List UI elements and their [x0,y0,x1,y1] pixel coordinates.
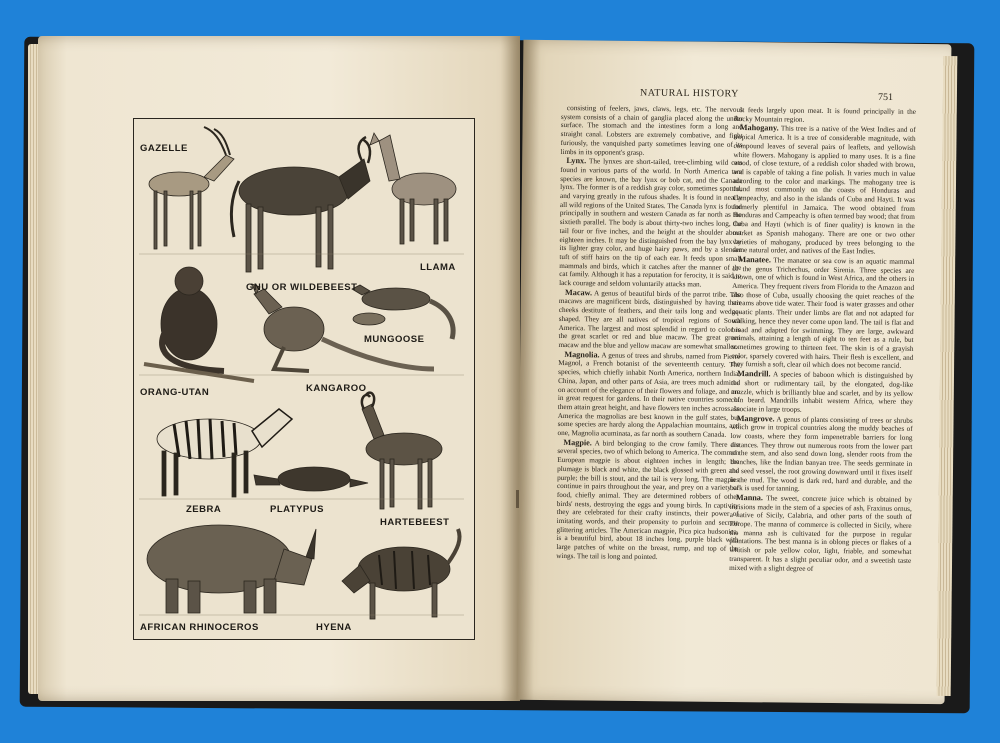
label-platypus: PLATYPUS [270,504,324,515]
label-llama: LLAMA [420,262,456,273]
rhinoceros-drawing [147,525,316,613]
llama-drawing [370,133,456,244]
entry-paragraph: Mahogany. This tree is a native of the West Indies and of tropical America. It is a tree of considerable magnitude, with compound leaves of several pairs of leaflets, and yellowish white flowers. Mahogany is applied to many uses. It is a fine wood, of close texture, of a reddish color shaded with brown, and is capable of taking a fine polish. It varies much in value according to the color and markings. The mahogany tree is found most commonly on the coasts of Honduras and Campeachy, and also in the islands of Cuba and Hayti. It was formerly plentiful in Jamaica. The wood obtained from Honduras and Campeachy is often termed bay wood; that from Cuba and Hayti (which is of finer quality) is known in the market as Spanish mahogany. There are one or two other varieties of mahogany, produced by trees belonging to the same natural order, and natives of the East Indies. [732,123,916,256]
entry-paragraph: Manna. The sweet, concrete juice which is obtained by incisions made in the stem of a species of ash, Fraxinus ornus, a native of Sicily, Calabria, and other parts of the south of Europe. The manna of commerce is collected in Sicily, where the manna ash is cultivated for the purpose in regular plantations. The best manna is in oblong pieces or flakes of a whitish or pale yellow color, light, friable, and somewhat transparent. It has a slight peculiar odor, and a sweetish taste mixed with a slight degree of [729,492,912,573]
label-orangutan: ORANG-UTAN [140,387,210,398]
text-column-right [729,106,916,575]
hyena-drawing [342,529,460,619]
animal-illustration-plate [133,118,475,640]
entry-paragraph: Mandrill. A species of baboon which is distinguished by the short or rudimentary tail, by the elongated, dog-like muzzle, which is brilliantly blue and scarlet, and by its yellow chin beard. Mandrills inhabit western Africa, where they associate in large troops. [730,369,914,414]
page-number: 751 [877,91,894,104]
label-hyena: HYENA [316,622,352,633]
platypus-drawing [254,467,368,491]
entry-paragraph: Magnolia. A genus of trees and shrubs, named from Pierre Magnol, a French botanist of the seventeenth century. The species, which chiefly inhabit North America, northern India, China, Japan, and other parts of Asia, are trees much admired on account of the elegance of their flowers and foliage, and are in great request for gardens. In their native countries some of them attain great height, and have flowers ten inches across. In America the magnolias are best known in the gulf states, but some species are hardy along the Appalachian mountains, and one, Magnolia acuminata, as far north as southern Canada. [557,349,741,439]
gnu-drawing [231,137,370,272]
label-kangaroo: KANGAROO [306,383,367,394]
entry-paragraph: Magpie. A bird belonging to the crow family. There are several species, two of which belong to America. The common European magpie is about eighteen inches in length; the plumage is black and white, the black glossed with green and purple; the bill is stout, and the tail is very long. The magpies continue in pairs throughout the year, and prey on a variety of food, chiefly animal. They are determined robbers of other birds' nests, destroying the eggs and young birds. In captivity they are celebrated for their crafty instincts, their power of imitating words, and their propensity to purloin and secrete glittering articles. The American magpie, Pica pica hudsonica, is a beautiful bird, about 18 inches long, purple black with large patches of white on the breast, rump, and top of the wings. The tail is long and pointed. [556,437,740,561]
label-rhinoceros: AFRICAN RHINOCEROS [140,622,259,633]
text-column-left [556,104,743,563]
entry-paragraph: consisting of feelers, jaws, claws, legs, etc. The nervous system consists of a chain of ganglia placed along the under surface. The stomach and the intestines form a long and straight canal. Lobsters are extremely combative, and fight furiously, the vanquished party sometimes leaving one of its limbs in its opponent's grasp. [560,104,743,157]
entry-paragraph: Lynx. The lynxes are short-tailed, tree-climbing wild cats found in various parts of the world. In North America two species are known, the bay lynx or bob cat, and the Canada lynx. The former is of a reddish gray color, sometimes spotted, and varying greatly in the rufous shades. It is found in nearly all wild regions of the United States. The Canada lynx is found principally in southern and western Canada as far north as the sixtieth parallel. The body is about thirty-two inches long, the tail four or five inches, and the height at the shoulder about eighteen inches. It may be distinguished from the bay lynx by its lighter gray color, and huge hairy paws, and by a slender tuft of stiff hairs on the tip of each ear. It feeds upon small mammals and birds, which it catches after the manner of the cat family. Although it has a reputation for ferocity, it is said to lack courage and seldom voluntarily attacks man. [559,156,743,289]
running-head: NATURAL HISTORY [639,87,739,100]
label-mungoose: MUNGOOSE [364,334,425,345]
animal-drawings [134,119,474,639]
hartebeest-drawing [362,393,442,509]
entry-paragraph: It feeds largely upon meat. It is found principally in the Rocky Mountain region. [733,106,916,124]
label-gnu: GNU OR WILDEBEEST [246,282,358,293]
entry-paragraph: Mangrove. A genus of plants consisting of trees or shrubs which grow in tropical countries along the muddy beaches of low coasts, where they form impenetrable barriers for long distances. They throw out numerous roots from the lower part of the stem, and also send down long, slender roots from the branches, like the Indian banyan tree. The seeds germinate in the seed vessel, the root growing downward until it fixes itself in the mud. The wood is dark red, hard and durable, and the bark is used for tanning. [729,413,913,493]
entry-paragraph: Macaw. A genus of beautiful birds of the parrot tribe. The macaws are magnificent birds, distinguished by having their cheeks destitute of feathers, and their tails long and wedge-shaped. They are all natives of tropical regions of South America. The largest and most splendid in regard to color is the great scarlet or red and blue macaw. The great green macaw and the blue and yellow macaw are somewhat smaller. [558,287,742,351]
gutter-mark [516,490,519,508]
label-zebra: ZEBRA [186,504,222,515]
orangutan-drawing [144,267,254,381]
label-gazelle: GAZELLE [140,143,188,154]
entry-paragraph: Manatee. The manatee or sea cow is an aquatic mammal of the genus Trichechus, order Sirenia. Three species are known, one of which is found in West Africa, and the others in America. They frequent rivers from Florida to the Amazon and also those of Cuba, usually choosing the quiet reaches of the streams above tide water. Their food is water grasses and other aquatic plants. Their under limbs are flat and not adapted for walking, hence they never come upon land. The tail is flat and broad and adapted for swimming. They are large, awkward animals, attaining a length of eight to ten feet as a rule, but sometimes growing to thirteen feet. The skin is of a grayish color, sparsely covered with hairs. Their flesh is excellent, and they furnish a soft, clear oil which does not become rancid. [731,255,915,371]
mungoose-drawing [352,285,453,339]
label-hartebeest: HARTEBEEST [380,517,450,528]
